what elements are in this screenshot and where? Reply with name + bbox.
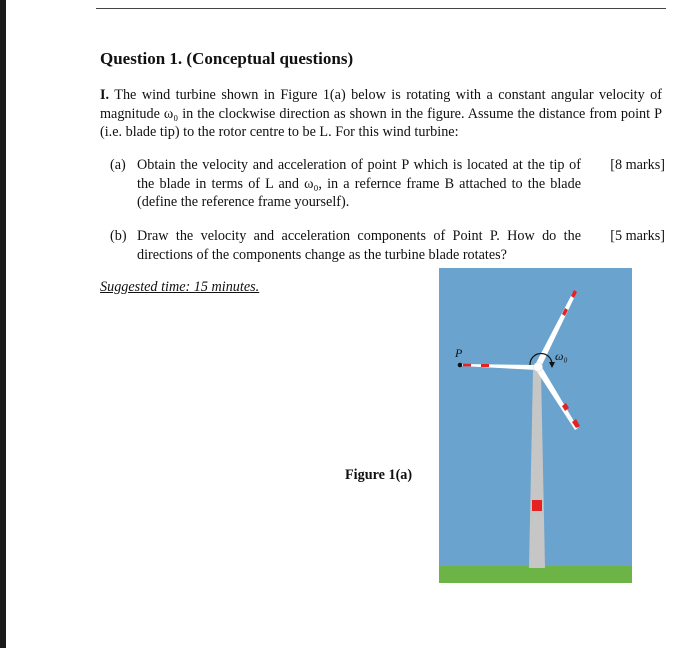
omega-label: ω₀ — [555, 349, 568, 363]
part-b-marks: [5 marks] — [610, 228, 665, 244]
part-a-label: (a) — [110, 157, 126, 173]
suggested-time: Suggested time: 15 minutes. — [100, 279, 260, 295]
question-title: Question 1. (Conceptual questions) — [100, 49, 354, 68]
part-a-marks: [8 marks] — [610, 157, 665, 173]
wind-turbine-figure — [439, 268, 632, 583]
page-edge-bar — [0, 0, 6, 648]
part-a-text: Obtain the velocity and acceleration of point P which is located at the tip of the blade in terms of L and ω₀, in a refernce frame B attached to the blade (define the reference frame yourself). — [137, 157, 581, 210]
point-p-dot — [458, 363, 463, 368]
figure-caption: Figure 1(a) — [345, 467, 413, 483]
ground — [439, 566, 632, 583]
blade-left-stripe-2 — [481, 364, 489, 367]
part-b-text: Draw the velocity and acceleration components of Point P. How do the directions of the components change as the turbine blade rotates? — [137, 228, 581, 263]
point-p-label: P — [455, 346, 463, 360]
top-rule — [96, 8, 666, 9]
part-b-label: (b) — [110, 228, 127, 244]
part-a — [110, 156, 665, 216]
intro-text: The wind turbine shown in Figure 1(a) below is rotating with a constant angular velocity of magnitude ω₀ in the clockwise direction as shown in the figure. Assume the distance from point P (i.e. blade tip) to the rotor centre to be L. For this wind turbine: — [100, 87, 662, 140]
tower-red-band — [532, 500, 542, 511]
intro-number: I. — [100, 87, 110, 103]
part-b — [110, 227, 665, 267]
blade-left-stripe-1 — [463, 364, 471, 367]
rotor-hub — [534, 363, 543, 372]
intro-paragraph — [100, 86, 662, 142]
